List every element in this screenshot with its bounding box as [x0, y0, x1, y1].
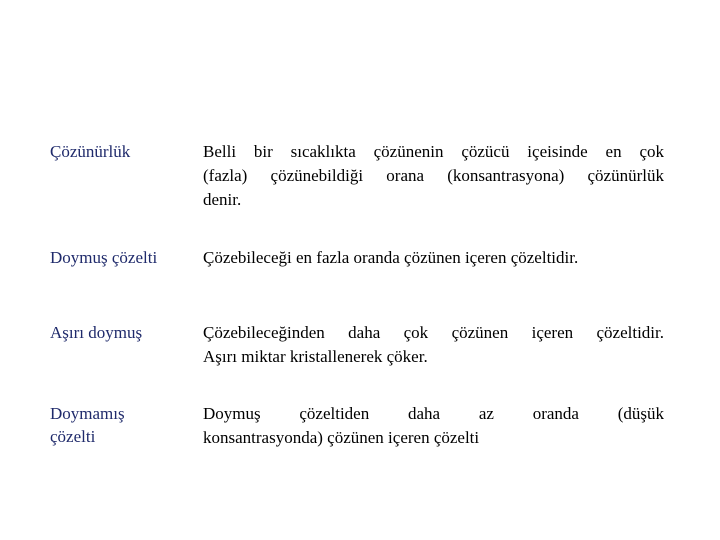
term-label: Çözünürlük	[50, 142, 131, 161]
definition-text	[203, 402, 664, 450]
definition-text	[203, 321, 664, 369]
definition-text	[203, 246, 664, 270]
definition-line: Aşırı miktar kristallenerek çöker.	[203, 347, 428, 366]
definition-line: (fazla) çözünebildiği orana (konsantrasyona) çözünürlük	[203, 166, 664, 185]
definition-line: Çözebileceğinden daha çok çözünen içeren çözeltidir.	[203, 323, 664, 342]
definition-line: denir.	[203, 190, 242, 209]
definition-line: Belli bir sıcaklıkta çözünenin çözücü içeisinde en çok	[203, 142, 664, 161]
term-label: Doymuş çözelti	[50, 248, 158, 267]
definition-line: Doymuş çözeltiden daha az oranda (düşük	[203, 404, 664, 423]
definition-text	[203, 140, 664, 212]
term-label: Aşırı doymuş	[50, 323, 143, 342]
definition-line: Çözebileceği en fazla oranda çözünen içeren çözeltidir.	[203, 248, 579, 267]
definition-line: konsantrasyonda) çözünen içeren çözelti	[203, 428, 480, 447]
term-label: Doymamış çözelti	[50, 404, 125, 446]
